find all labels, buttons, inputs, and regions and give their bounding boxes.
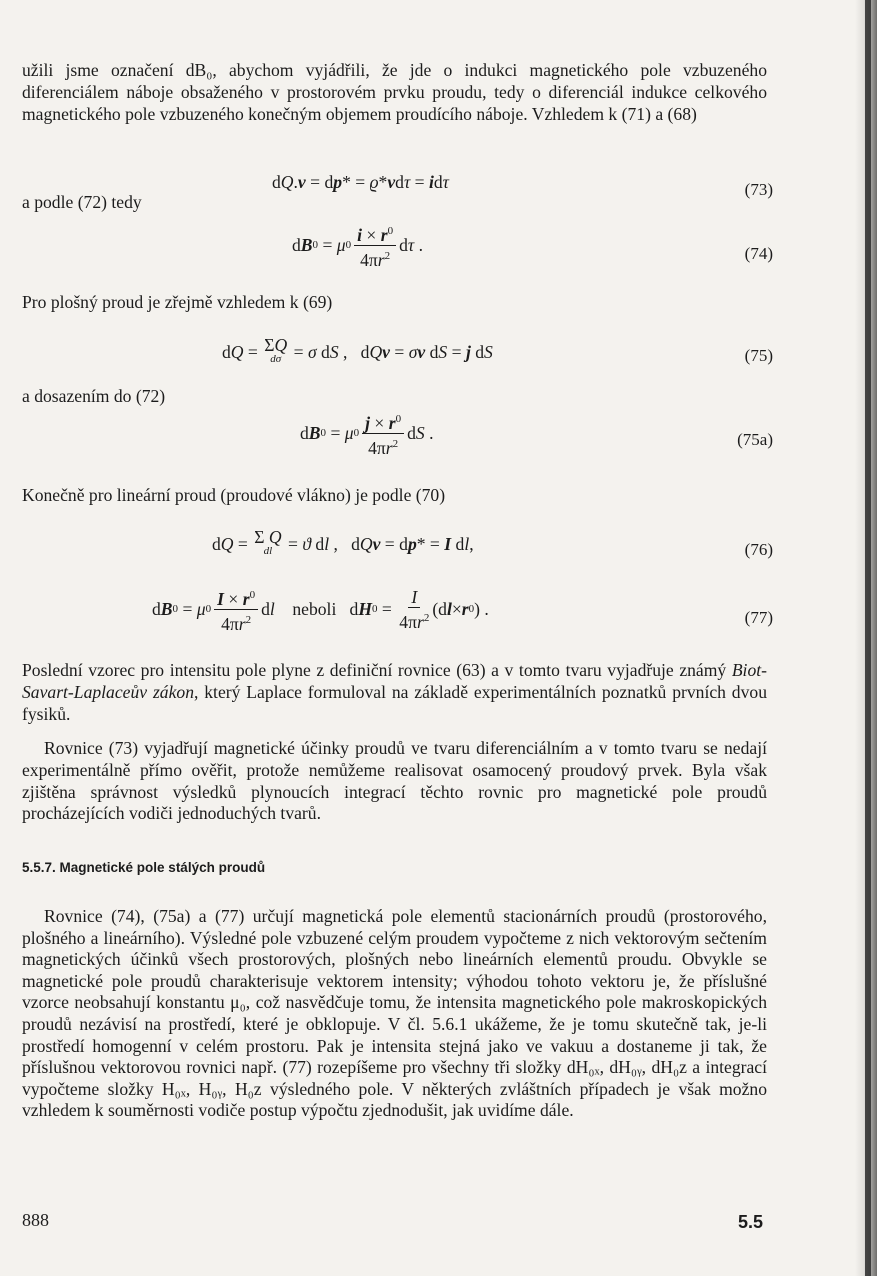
equation-number-73: (73)	[744, 180, 773, 199]
paragraph-intro: užili jsme označení dB₀, abychom vyjádřili, že jde o indukci magnetického pole vzbuzeného diferenciálem náboje obsaženého v prostorovém prvku proudu, tedy o diferenciál indukce celkového magnetického pole vzbuzeného konečným objemem proudícího náboje. Vzhledem k (71) a (68)	[22, 60, 767, 124]
biot-savart-law-name: Biot-Savart-Laplaceův zákon	[22, 660, 767, 702]
equation-76: d Q = Σ Q dl = ϑ d l , d Q v = d p * = I d l ,	[212, 527, 474, 557]
equation-73: d Q . v = d p * = ϱ * v d τ = i d τ	[272, 172, 449, 192]
paragraph-biot-savart-end: , který Laplace formuloval na základě experimentálních poznatků prvních dvou fysiků.	[22, 681, 767, 724]
equation-74: d B 0 = μ 0 $\frac{i \times r^0}{4\pi r^2}$ d τ .	[292, 222, 423, 269]
intro-line-dosazenim: a dosazením do (72)	[22, 386, 166, 406]
equation-number-75: (75)	[744, 346, 773, 365]
equation-word-neboli: neboli	[292, 598, 337, 619]
equation-number-76: (76)	[744, 540, 773, 559]
intro-line-linearni: Konečně pro lineární proud (proudové vlákno) je podle (70)	[22, 485, 446, 505]
equation-77: d B 0 = μ 0 $\frac{I \times r^0}{4\pi r^2}$ d l neboli d H 0 = $\frac{I}{4\pi r^2}$ (d l × r 0 ) .	[152, 586, 489, 634]
paragraph-biot-savart-start: Poslední vzorec pro intensitu pole plyne z definiční rovnice (63) a v tomto tvaru vyjadřuje známý	[22, 660, 727, 680]
equation-number-77: (77)	[744, 608, 773, 627]
equation-75: d Q = ΣQ dσ = σ d S , d Q v = σ v d S = j d S	[222, 335, 493, 365]
equation-number-75a: (75a)	[737, 430, 773, 449]
equation-75a: d B 0 = μ 0 $\frac{j \times r^0}{4\pi r^2}$ d S .	[300, 410, 434, 457]
paragraph-rovnice-73: Rovnice (73) vyjadřují magnetické účinky proudů ve tvaru diferenciálním a v tomto tvaru se nedají experimentálně přímo ověřit, protože nemůžeme realisovat osamocený proudový prvek. Byla však zjištěna správnost výsledků plynoucích integrací těchto rovnic pro magnetické pole proudů procházejících vodiči jednoduchých tvarů.	[22, 738, 767, 824]
intro-line-a-podle-72: a podle (72) tedy	[22, 192, 142, 212]
paragraph-biot-savart	[22, 660, 767, 725]
section-marker: 5.5	[737, 1212, 763, 1232]
page-edge-line	[865, 0, 871, 1276]
equation-number-74: (74)	[744, 244, 773, 263]
paragraph-section-body: Rovnice (74), (75a) a (77) určují magnetická pole elementů stacionárních proudů (prostorového, plošného a lineárního). Výsledné pole vzbuzené celým proudem vypočteme z nich vektorovým sečtením magnetických účinků všech prostorových, plošných nebo lineárních elementů proudu. Obvykle se magnetické pole proudů charakterisuje vektorem intensity; výhodou tohoto vektoru je, že příslušné vzorce neobsahují konstantu μ₀, což nasvědčuje tomu, že intensita magnetického pole makroskopických proudů nezávisí na prostředí, které je obklopuje. V čl. 5.6.1 ukážeme, že je tomu skutečně tak, je-li prostředí homogenní v celém prostoru. Pak je intensita stejná jako ve vakuu a dostaneme ji tak, že příslušnou vektorovou rovnici např. (77) rozepíšeme pro všechny tři složky dH₀ₓ, dH₀ᵧ, dH₀z a integrací vypočteme složky H₀ₓ, H₀ᵧ, H₀z výsledného pole. V některých zvláštních případech je však možno vzhledem k souměrnosti vodiče postup výpočtu zjednodušit, jak uvidíme dále.	[22, 906, 767, 1121]
page-number: 888	[22, 1210, 49, 1230]
intro-line-plosny: Pro plošný proud je zřejmě vzhledem k (69)	[22, 292, 333, 312]
section-heading: 5.5.7. Magnetické pole stálých proudů	[22, 860, 266, 875]
